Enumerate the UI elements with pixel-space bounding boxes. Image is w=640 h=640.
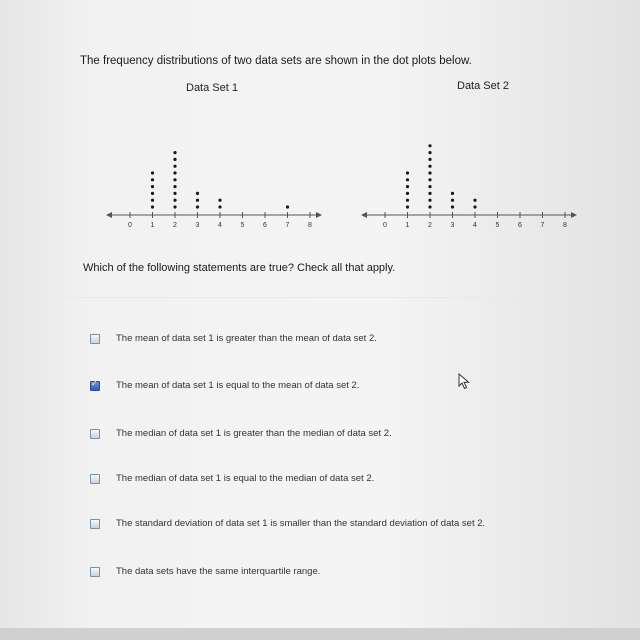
dot-plot-svg: [355, 80, 595, 230]
data-dot: [151, 205, 154, 208]
data-dot: [428, 185, 431, 188]
tick-label: 7: [540, 222, 545, 229]
data-dot: [173, 158, 176, 161]
tick-label: 8: [563, 222, 567, 229]
tick-label: 3: [195, 222, 200, 229]
tick-label: 3: [450, 222, 455, 229]
data-dot: [428, 192, 431, 195]
option-checkbox[interactable]: [90, 381, 100, 391]
tick-label: 6: [263, 222, 267, 229]
answer-option[interactable]: [90, 428, 392, 439]
option-checkbox[interactable]: [90, 519, 100, 529]
data-dot: [428, 199, 431, 202]
data-dot: [451, 199, 454, 202]
tick-label: 0: [128, 222, 132, 229]
instruction-text: Which of the following statements are true? Check all that apply.: [83, 262, 396, 274]
option-checkbox[interactable]: [90, 567, 100, 577]
bottom-edge: [0, 628, 640, 640]
tick-label: 2: [173, 222, 177, 229]
option-label[interactable]: The median of data set 1 is greater than the median of data set 2.: [116, 428, 392, 439]
data-dot: [218, 199, 221, 202]
data-dot: [428, 178, 431, 181]
dot-plot-title: Data Set 2: [457, 80, 509, 92]
data-dot: [173, 151, 176, 154]
option-label[interactable]: The mean of data set 1 is equal to the mean of data set 2.: [116, 380, 360, 391]
data-dot: [151, 171, 154, 174]
data-dot: [173, 165, 176, 168]
data-dot: [173, 199, 176, 202]
data-dot: [428, 151, 431, 154]
dot-plot-title: Data Set 1: [186, 82, 238, 94]
option-label[interactable]: The data sets have the same interquartile range.: [116, 566, 321, 577]
data-dot: [151, 178, 154, 181]
option-checkbox[interactable]: [90, 429, 100, 439]
option-checkbox[interactable]: [90, 474, 100, 484]
data-dot: [406, 199, 409, 202]
tick-label: 7: [285, 222, 290, 229]
data-dot: [428, 144, 431, 147]
data-dot: [173, 205, 176, 208]
data-dot: [196, 192, 199, 195]
data-dot: [218, 205, 221, 208]
data-dot: [286, 205, 289, 208]
arrow-left-icon: [361, 212, 367, 218]
tick-label: 2: [428, 222, 432, 229]
data-dot: [173, 178, 176, 181]
answer-option[interactable]: [90, 333, 377, 344]
data-dot: [428, 205, 431, 208]
answer-option[interactable]: [90, 566, 320, 577]
data-dot: [451, 192, 454, 195]
data-dot: [151, 199, 154, 202]
data-dot: [196, 199, 199, 202]
tick-label: 1: [405, 222, 410, 229]
tick-label: 6: [518, 222, 522, 229]
question-text: The frequency distributions of two data sets are shown in the dot plots below.: [80, 55, 472, 67]
dot-plot-data-set-1: [100, 80, 340, 230]
data-dot: [406, 178, 409, 181]
answer-option[interactable]: [90, 380, 359, 391]
data-dot: [406, 171, 409, 174]
data-dot: [451, 205, 454, 208]
data-dot: [173, 185, 176, 188]
data-dot: [406, 185, 409, 188]
tick-label: 4: [473, 222, 477, 229]
answer-option[interactable]: [90, 518, 485, 529]
data-dot: [173, 192, 176, 195]
tick-label: 8: [308, 222, 312, 229]
option-checkbox[interactable]: [90, 334, 100, 344]
arrow-left-icon: [106, 212, 112, 218]
data-dot: [406, 205, 409, 208]
tick-label: 1: [150, 222, 155, 229]
data-dot: [151, 185, 154, 188]
tick-label: 5: [240, 222, 245, 229]
data-dot: [473, 199, 476, 202]
option-label[interactable]: The mean of data set 1 is greater than the mean of data set 2.: [116, 333, 377, 344]
answer-option[interactable]: [90, 473, 374, 484]
data-dot: [406, 192, 409, 195]
option-label[interactable]: The median of data set 1 is equal to the median of data set 2.: [116, 473, 375, 484]
mouse-pointer-icon: [458, 373, 472, 391]
data-dot: [196, 205, 199, 208]
divider: [60, 297, 580, 298]
option-label[interactable]: The standard deviation of data set 1 is smaller than the standard deviation of data set 2.: [116, 518, 486, 529]
tick-label: 5: [495, 222, 500, 229]
data-dot: [473, 205, 476, 208]
data-dot: [428, 171, 431, 174]
data-dot: [173, 171, 176, 174]
dot-plot-data-set-2: [355, 80, 595, 230]
tick-label: 0: [383, 222, 387, 229]
data-dot: [428, 165, 431, 168]
arrow-right-icon: [571, 212, 577, 218]
data-dot: [428, 158, 431, 161]
data-dot: [151, 192, 154, 195]
dot-plot-svg: [100, 80, 340, 230]
arrow-right-icon: [316, 212, 322, 218]
tick-label: 4: [218, 222, 222, 229]
